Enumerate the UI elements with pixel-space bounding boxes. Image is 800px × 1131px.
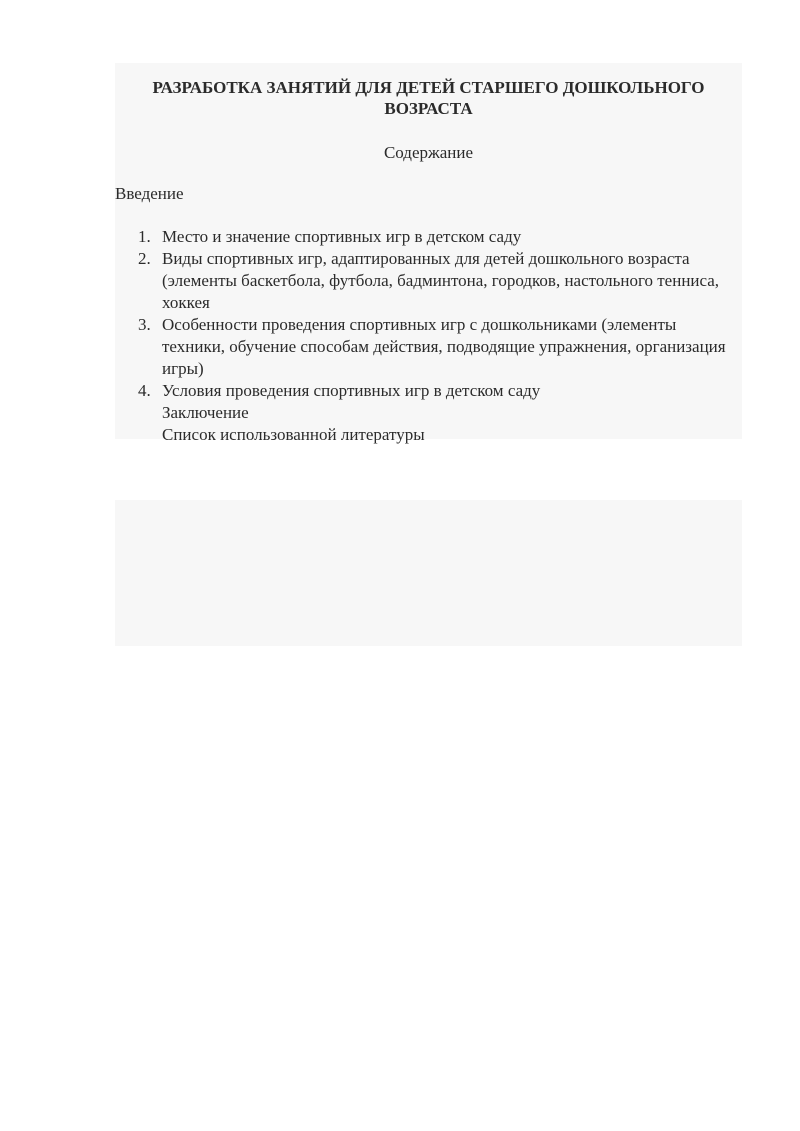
toc-item-text: Условия проведения спортивных игр в детском саду (162, 381, 541, 400)
document-title (115, 77, 742, 119)
toc-item-text: Виды спортивных игр, адаптированных для детей дошкольного возраста (элементы баскетбола, футбола, бадминтона, городков, настольного тенниса, хоккея (162, 249, 720, 312)
toc-item-number: 4. (138, 381, 151, 400)
toc-item-2 (115, 248, 742, 314)
toc-item-text: Место и значение спортивных игр в детском саду (162, 227, 522, 246)
toc-item-number: 3. (138, 315, 151, 334)
toc-introduction: Введение (115, 184, 184, 203)
toc-item-text: Особенности проведения спортивных игр с дошкольниками (элементы техники, обучение способам действия, подводящие упражнения, организация игры) (162, 315, 726, 378)
toc-conclusion: Заключение (162, 403, 249, 422)
toc-list (115, 226, 742, 446)
title-line-2: ВОЗРАСТА (384, 99, 473, 118)
toc-item-number: 1. (138, 227, 151, 246)
toc-item-4 (115, 380, 742, 402)
title-line-1: РАЗРАБОТКА ЗАНЯТИЙ ДЛЯ ДЕТЕЙ СТАРШЕГО ДОШКОЛЬНОГО (152, 78, 705, 97)
toc-item-1 (115, 226, 742, 248)
toc-item-number: 2. (138, 249, 151, 268)
toc-references: Список использованной литературы (162, 425, 425, 444)
empty-block (115, 500, 742, 646)
toc-item-3 (115, 314, 742, 380)
toc-heading: Содержание (383, 143, 474, 162)
